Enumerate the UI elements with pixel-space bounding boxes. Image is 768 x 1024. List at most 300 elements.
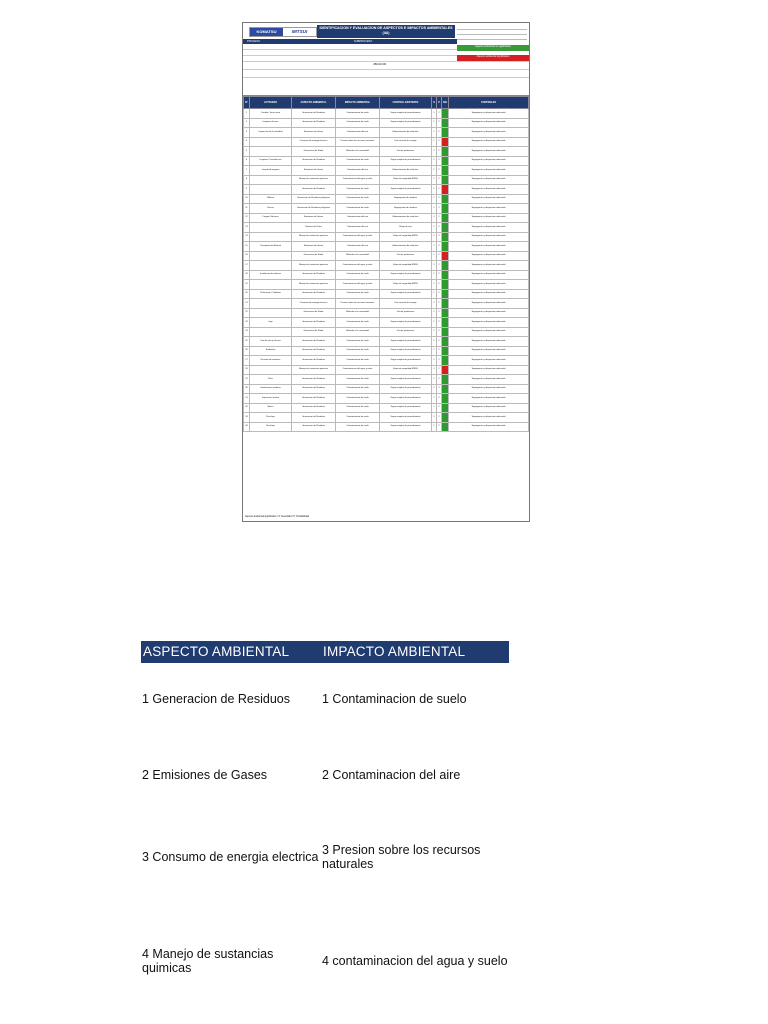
table-row [244,251,529,261]
table-cell: Contaminacion del aire [336,242,380,252]
summary-header-band [141,641,509,663]
table-cell: 2 [437,280,442,290]
table-cell: Izaje [250,318,292,328]
table-cell: 4 [244,137,250,147]
table-cell [442,346,449,356]
table-cell [442,204,449,214]
table-cell [250,147,292,157]
table-cell: Perforacion / Voladura [250,289,292,299]
matrix-col-header: S [432,97,437,109]
aspect-item-3: 3 Consumo de energia electrica [142,850,319,864]
table-cell: Generacion de Residuos [292,270,336,280]
table-cell: 18 [244,270,250,280]
table-cell: 2 [437,394,442,404]
table-cell: 11 [244,204,250,214]
table-row [244,337,529,347]
process-bar [243,39,457,44]
table-cell: 1 [432,337,437,347]
table-cell: 1 [432,261,437,271]
table-cell: Uso de protectores [380,251,432,261]
table-cell: Segun empleo de procedimiento [380,289,432,299]
location-label: UBICACION [373,63,387,66]
table-row [244,128,529,138]
table-row [244,213,529,223]
table-row [244,118,529,128]
table-cell: 1 [432,422,437,432]
table-cell: Inspeccion de la actividad [250,128,292,138]
table-cell [250,185,292,195]
table-cell: Generacion de Residuos [292,356,336,366]
table-cell [442,232,449,242]
table-cell [442,166,449,176]
table-cell: 22 [244,308,250,318]
matrix-col-header: IMPACTO AMBIENTAL [336,97,380,109]
table-cell: 1 [432,384,437,394]
table-cell: Mantenimiento de vehiculos [380,213,432,223]
table-cell: 2 [437,346,442,356]
table-cell: 2 [437,175,442,185]
table-cell: Contaminacion de suelo [336,318,380,328]
table-row [244,365,529,375]
table-cell: Segregacion y disposicion adecuada [449,166,529,176]
table-cell [250,261,292,271]
table-cell [442,185,449,195]
table-cell [250,299,292,309]
table-cell: Contaminacion del agua y suelo [336,175,380,185]
table-cell: 2 [437,327,442,337]
table-cell: Manejo de sustancias quimicas [292,280,336,290]
table-cell: 2 [437,128,442,138]
table-cell: 2 [437,204,442,214]
table-cell: 1 [432,213,437,223]
table-cell: 19 [244,280,250,290]
table-cell: Segregacion y disposicion adecuada [449,232,529,242]
table-cell: Manejo de sustancias quimicas [292,261,336,271]
table-cell: Contaminacion del agua y suelo [336,280,380,290]
table-cell: 2 [437,194,442,204]
table-cell: 1 [432,356,437,366]
table-cell: Contaminacion del aire [336,213,380,223]
table-cell: 2 [437,166,442,176]
table-cell: 2 [437,337,442,347]
environmental-matrix-document [242,22,530,522]
table-cell: Limpieza de area [250,118,292,128]
table-row [244,270,529,280]
table-cell: Generacion de Residuos peligrosos [292,204,336,214]
table-cell: Contaminacion del agua y suelo [336,365,380,375]
table-cell: Segregacion y disposicion adecuada [449,213,529,223]
table-cell: 21 [244,299,250,309]
matrix-rows [244,109,529,432]
table-cell: 25 [244,337,250,347]
table-cell: Molestia a la comunidad [336,327,380,337]
table-cell: 2 [437,213,442,223]
table-cell: 2 [437,422,442,432]
table-cell: Segun empleo de procedimiento [380,375,432,385]
table-cell: Contaminacion del aire [336,223,380,233]
table-cell: 3 [244,128,250,138]
table-cell: Segun empleo de procedimiento [380,109,432,119]
table-cell: 1 [432,185,437,195]
table-row [244,280,529,290]
table-cell [442,327,449,337]
table-cell [442,413,449,423]
impact-item-1: 1 Contaminacion de suelo [322,692,467,706]
table-cell: 34 [244,422,250,432]
table-cell: Segregacion de residuos [380,194,432,204]
table-cell: 2 [244,118,250,128]
table-cell: Generacion de Residuos [292,403,336,413]
document-meta [457,25,527,40]
table-row [244,261,529,271]
table-cell: 2 [437,403,442,413]
table-cell: Instalacion de tuberias [250,270,292,280]
table-row [244,137,529,147]
table-cell: 2 [437,289,442,299]
table-cell: 27 [244,356,250,366]
table-cell: Emisiones de Gases [292,166,336,176]
table-cell: Generacion de Ruido [292,327,336,337]
table-cell: Molestia a la comunidad [336,147,380,157]
table-cell: 2 [437,242,442,252]
table-cell: Contaminacion de suelo [336,413,380,423]
table-cell: Mantenimiento de vehiculos [380,166,432,176]
table-cell: 2 [437,261,442,271]
table-cell: Segregacion y disposicion adecuada [449,194,529,204]
table-cell: Hojas de seguridad MSDS [380,365,432,375]
table-cell: Molestia a la comunidad [336,251,380,261]
table-cell [250,365,292,375]
table-row [244,156,529,166]
table-cell: 2 [437,318,442,328]
table-cell: Segun empleo de procedimiento [380,403,432,413]
table-row [244,422,529,432]
table-cell: Generacion de Residuos [292,109,336,119]
table-cell [442,175,449,185]
table-cell: Segregacion y disposicion adecuada [449,375,529,385]
table-cell: Contaminacion de suelo [336,204,380,214]
table-cell: 1 [432,413,437,423]
table-cell: 1 [432,270,437,280]
table-cell: Generacion de Ruido [292,251,336,261]
table-row [244,166,529,176]
aspect-item-4: 4 Manejo de sustancias quimicas [142,947,274,975]
table-cell: 1 [432,299,437,309]
table-cell: 1 [432,280,437,290]
table-cell [442,194,449,204]
table-cell: 2 [437,299,442,309]
table-cell: 2 [437,147,442,157]
table-cell: Segregacion y disposicion adecuada [449,261,529,271]
table-cell: Carguio / Acarreo [250,213,292,223]
table-cell: Generacion de Residuos [292,413,336,423]
table-cell: Generacion de Residuos [292,375,336,385]
table-cell: 1 [244,109,250,119]
table-cell [442,223,449,233]
table-cell [442,375,449,385]
company-logo: KOMATSU MITSUI [249,27,317,37]
matrix-col-header: N° [244,97,250,109]
matrix-col-header: CONTROL EXISTENTE [380,97,432,109]
table-cell: Hojas de seguridad MSDS [380,261,432,271]
table-cell: Revision de sistemas [250,356,292,366]
table-cell: 14 [244,232,250,242]
table-cell: 1 [432,137,437,147]
table-cell: 2 [437,413,442,423]
table-cell: 1 [432,375,437,385]
table-cell: Segregacion y disposicion adecuada [449,280,529,290]
table-cell: 1 [432,147,437,157]
table-cell: Contaminacion del aire [336,166,380,176]
table-cell: Contaminacion de suelo [336,384,380,394]
table-cell: Segregacion y disposicion adecuada [449,109,529,119]
table-cell [250,251,292,261]
table-row [244,308,529,318]
table-cell: Contaminacion de suelo [336,109,380,119]
table-cell: 2 [437,308,442,318]
table-cell: Generacion de Residuos [292,337,336,347]
table-cell: 2 [437,185,442,195]
table-cell: 1 [432,109,437,119]
table-cell: 2 [437,365,442,375]
table-cell: Segregacion y disposicion adecuada [449,175,529,185]
process-label: PROCESO [247,40,260,43]
table-cell: 1 [432,365,437,375]
table-cell: Segregacion y disposicion adecuada [449,270,529,280]
table-cell: 24 [244,327,250,337]
table-cell: Riego de vias [380,223,432,233]
table-cell: Contaminacion de suelo [336,356,380,366]
aspect-item-1: 1 Generacion de Residuos [142,692,291,706]
table-cell: 2 [437,375,442,385]
table-cell: Generacion de Residuos peligrosos [292,194,336,204]
matrix-col-header: ASPECTO AMBIENTAL [292,97,336,109]
table-cell: Uso racional de energia [380,299,432,309]
table-cell [442,403,449,413]
table-cell [442,242,449,252]
table-cell: Segun empleo de procedimiento [380,185,432,195]
table-row [244,147,529,157]
table-cell [442,422,449,432]
table-cell: Generacion de Residuos [292,318,336,328]
table-cell [250,175,292,185]
table-row [244,375,529,385]
table-cell: Segun empleo de procedimiento [380,422,432,432]
table-cell [442,213,449,223]
table-cell: Segregacion y disposicion adecuada [449,242,529,252]
table-cell: 1 [432,175,437,185]
table-cell: 1 [432,242,437,252]
table-cell [442,299,449,309]
table-cell: 30 [244,384,250,394]
table-cell: Segregacion y disposicion adecuada [449,128,529,138]
table-cell: Contaminacion de suelo [336,194,380,204]
table-cell [442,261,449,271]
table-cell: 2 [437,384,442,394]
aspect-column-header: ASPECTO AMBIENTAL [143,644,290,659]
table-cell: Contaminacion de suelo [336,394,380,404]
table-cell: Segun empleo de procedimiento [380,346,432,356]
table-row [244,232,529,242]
table-row [244,185,529,195]
table-cell: Segun empleo de procedimiento [380,394,432,404]
table-cell: Segregacion y disposicion adecuada [449,422,529,432]
table-cell: 1 [432,403,437,413]
table-cell: 1 [432,156,437,166]
table-row [244,394,529,404]
table-cell: Generacion de Residuos [292,156,336,166]
table-row [244,356,529,366]
table-row [244,318,529,328]
impact-item-4: 4 contaminacion del agua y suelo [322,954,508,968]
table-row [244,194,529,204]
table-cell: Contaminacion de suelo [336,289,380,299]
table-cell: Generacion de Residuos [292,185,336,195]
table-cell: Segun empleo de procedimiento [380,118,432,128]
table-cell: Contaminacion de suelo [336,337,380,347]
table-cell: Contaminacion de suelo [336,270,380,280]
table-cell: Contaminacion del agua y suelo [336,232,380,242]
table-cell: 33 [244,413,250,423]
table-cell: Reciclaje [250,422,292,432]
table-cell [442,270,449,280]
table-cell: 2 [437,118,442,128]
table-cell [442,394,449,404]
table-cell: Generacion de Residuos [292,422,336,432]
impact-item-2: 2 Contaminacion del aire [322,768,461,782]
table-cell: 1 [432,289,437,299]
table-cell: Segregacion y disposicion adecuada [449,394,529,404]
table-row [244,413,529,423]
table-cell: Manejo de sustancias quimicas [292,175,336,185]
matrix-table [243,96,529,432]
table-cell: Segun empleo de procedimiento [380,270,432,280]
table-cell: 5 [244,147,250,157]
table-cell: 29 [244,375,250,385]
table-row [244,299,529,309]
table-cell [442,109,449,119]
table-cell: 2 [437,137,442,147]
table-cell [250,232,292,242]
table-cell: Segregacion y disposicion adecuada [449,384,529,394]
matrix-col-header: P [437,97,442,109]
table-cell: 1 [432,194,437,204]
matrix-header [243,23,529,96]
table-cell: Contaminacion de suelo [336,375,380,385]
table-cell: Segun empleo de procedimiento [380,337,432,347]
matrix-title: IDENTIFICACION Y EVALUACION DE ASPECTOS E IMPACTOS AMBIENTALES (IAI) [317,25,455,38]
table-cell: 13 [244,223,250,233]
table-cell: Mantenimiento de vehiculos [380,128,432,138]
table-cell: Instalaciones medicas [250,384,292,394]
table-cell: 23 [244,318,250,328]
table-cell: 15 [244,242,250,252]
matrix-col-header: ACTIVIDAD [250,97,292,109]
table-cell: Contaminacion del agua y suelo [336,261,380,271]
aspect-item-2: 2 Emisiones de Gases [142,768,268,782]
table-cell [442,337,449,347]
table-cell: Hojas de seguridad MSDS [380,175,432,185]
table-cell: 2 [437,356,442,366]
table-cell: Hojas de seguridad MSDS [380,232,432,242]
table-cell: Soldadura [250,346,292,356]
table-cell: 16 [244,251,250,261]
table-cell: 2 [437,270,442,280]
table-cell: Pintura [250,204,292,214]
table-cell: 2 [437,251,442,261]
table-cell: 9 [244,185,250,195]
table-cell: Consumo de energia electrica [292,137,336,147]
table-cell: Contaminacion del aire [336,128,380,138]
table-cell [442,147,449,157]
table-cell: 1 [432,308,437,318]
table-cell: 12 [244,213,250,223]
table-cell: 32 [244,403,250,413]
table-cell: 6 [244,156,250,166]
table-cell: Segregacion y disposicion adecuada [449,356,529,366]
table-cell: 20 [244,289,250,299]
table-cell: Contaminacion de suelo [336,403,380,413]
table-cell: Inspeccion medica [250,394,292,404]
table-cell: Pilas [250,375,292,385]
table-row [244,109,529,119]
table-cell: Segregacion y disposicion adecuada [449,156,529,166]
table-cell [442,308,449,318]
table-row [244,289,529,299]
table-cell: Segregacion y disposicion adecuada [449,251,529,261]
table-cell: 1 [432,232,437,242]
table-cell [442,128,449,138]
table-cell: Generacion de Ruido [292,147,336,157]
table-cell: Segregacion y disposicion adecuada [449,289,529,299]
table-cell: Segregacion y disposicion adecuada [449,337,529,347]
table-cell: Segregacion y disposicion adecuada [449,308,529,318]
table-cell [250,327,292,337]
table-cell: Segregacion y disposicion adecuada [449,346,529,356]
table-cell [442,137,449,147]
table-cell: Reciclaje [250,413,292,423]
table-cell [442,280,449,290]
table-cell [442,156,449,166]
table-cell: Uso de protectores [380,147,432,157]
table-cell [250,308,292,318]
table-cell: Segregacion y disposicion adecuada [449,365,529,375]
table-cell: Segregacion y disposicion adecuada [449,327,529,337]
table-cell: Segregacion y disposicion adecuada [449,147,529,157]
table-cell: Emisiones de Gases [292,128,336,138]
table-row [244,346,529,356]
table-cell [442,251,449,261]
table-cell: 10 [244,194,250,204]
table-cell [442,384,449,394]
table-cell: Segun empleo de procedimiento [380,156,432,166]
table-cell: 1 [432,394,437,404]
table-cell: Relleno [250,194,292,204]
table-cell: Contaminacion de suelo [336,156,380,166]
table-cell: Transporte de Material [250,242,292,252]
table-cell [250,280,292,290]
table-cell: 31 [244,394,250,404]
table-cell [442,365,449,375]
table-cell: Generacion de Residuos [292,384,336,394]
table-cell: Segun empleo de procedimiento [380,413,432,423]
table-cell: 1 [432,128,437,138]
table-cell: Consumo de energia electrica [292,299,336,309]
table-cell: 8 [244,175,250,185]
table-cell [250,223,292,233]
matrix-column-headers [244,97,529,109]
legend-significant: Aspecto ambiental significativo [457,55,529,61]
